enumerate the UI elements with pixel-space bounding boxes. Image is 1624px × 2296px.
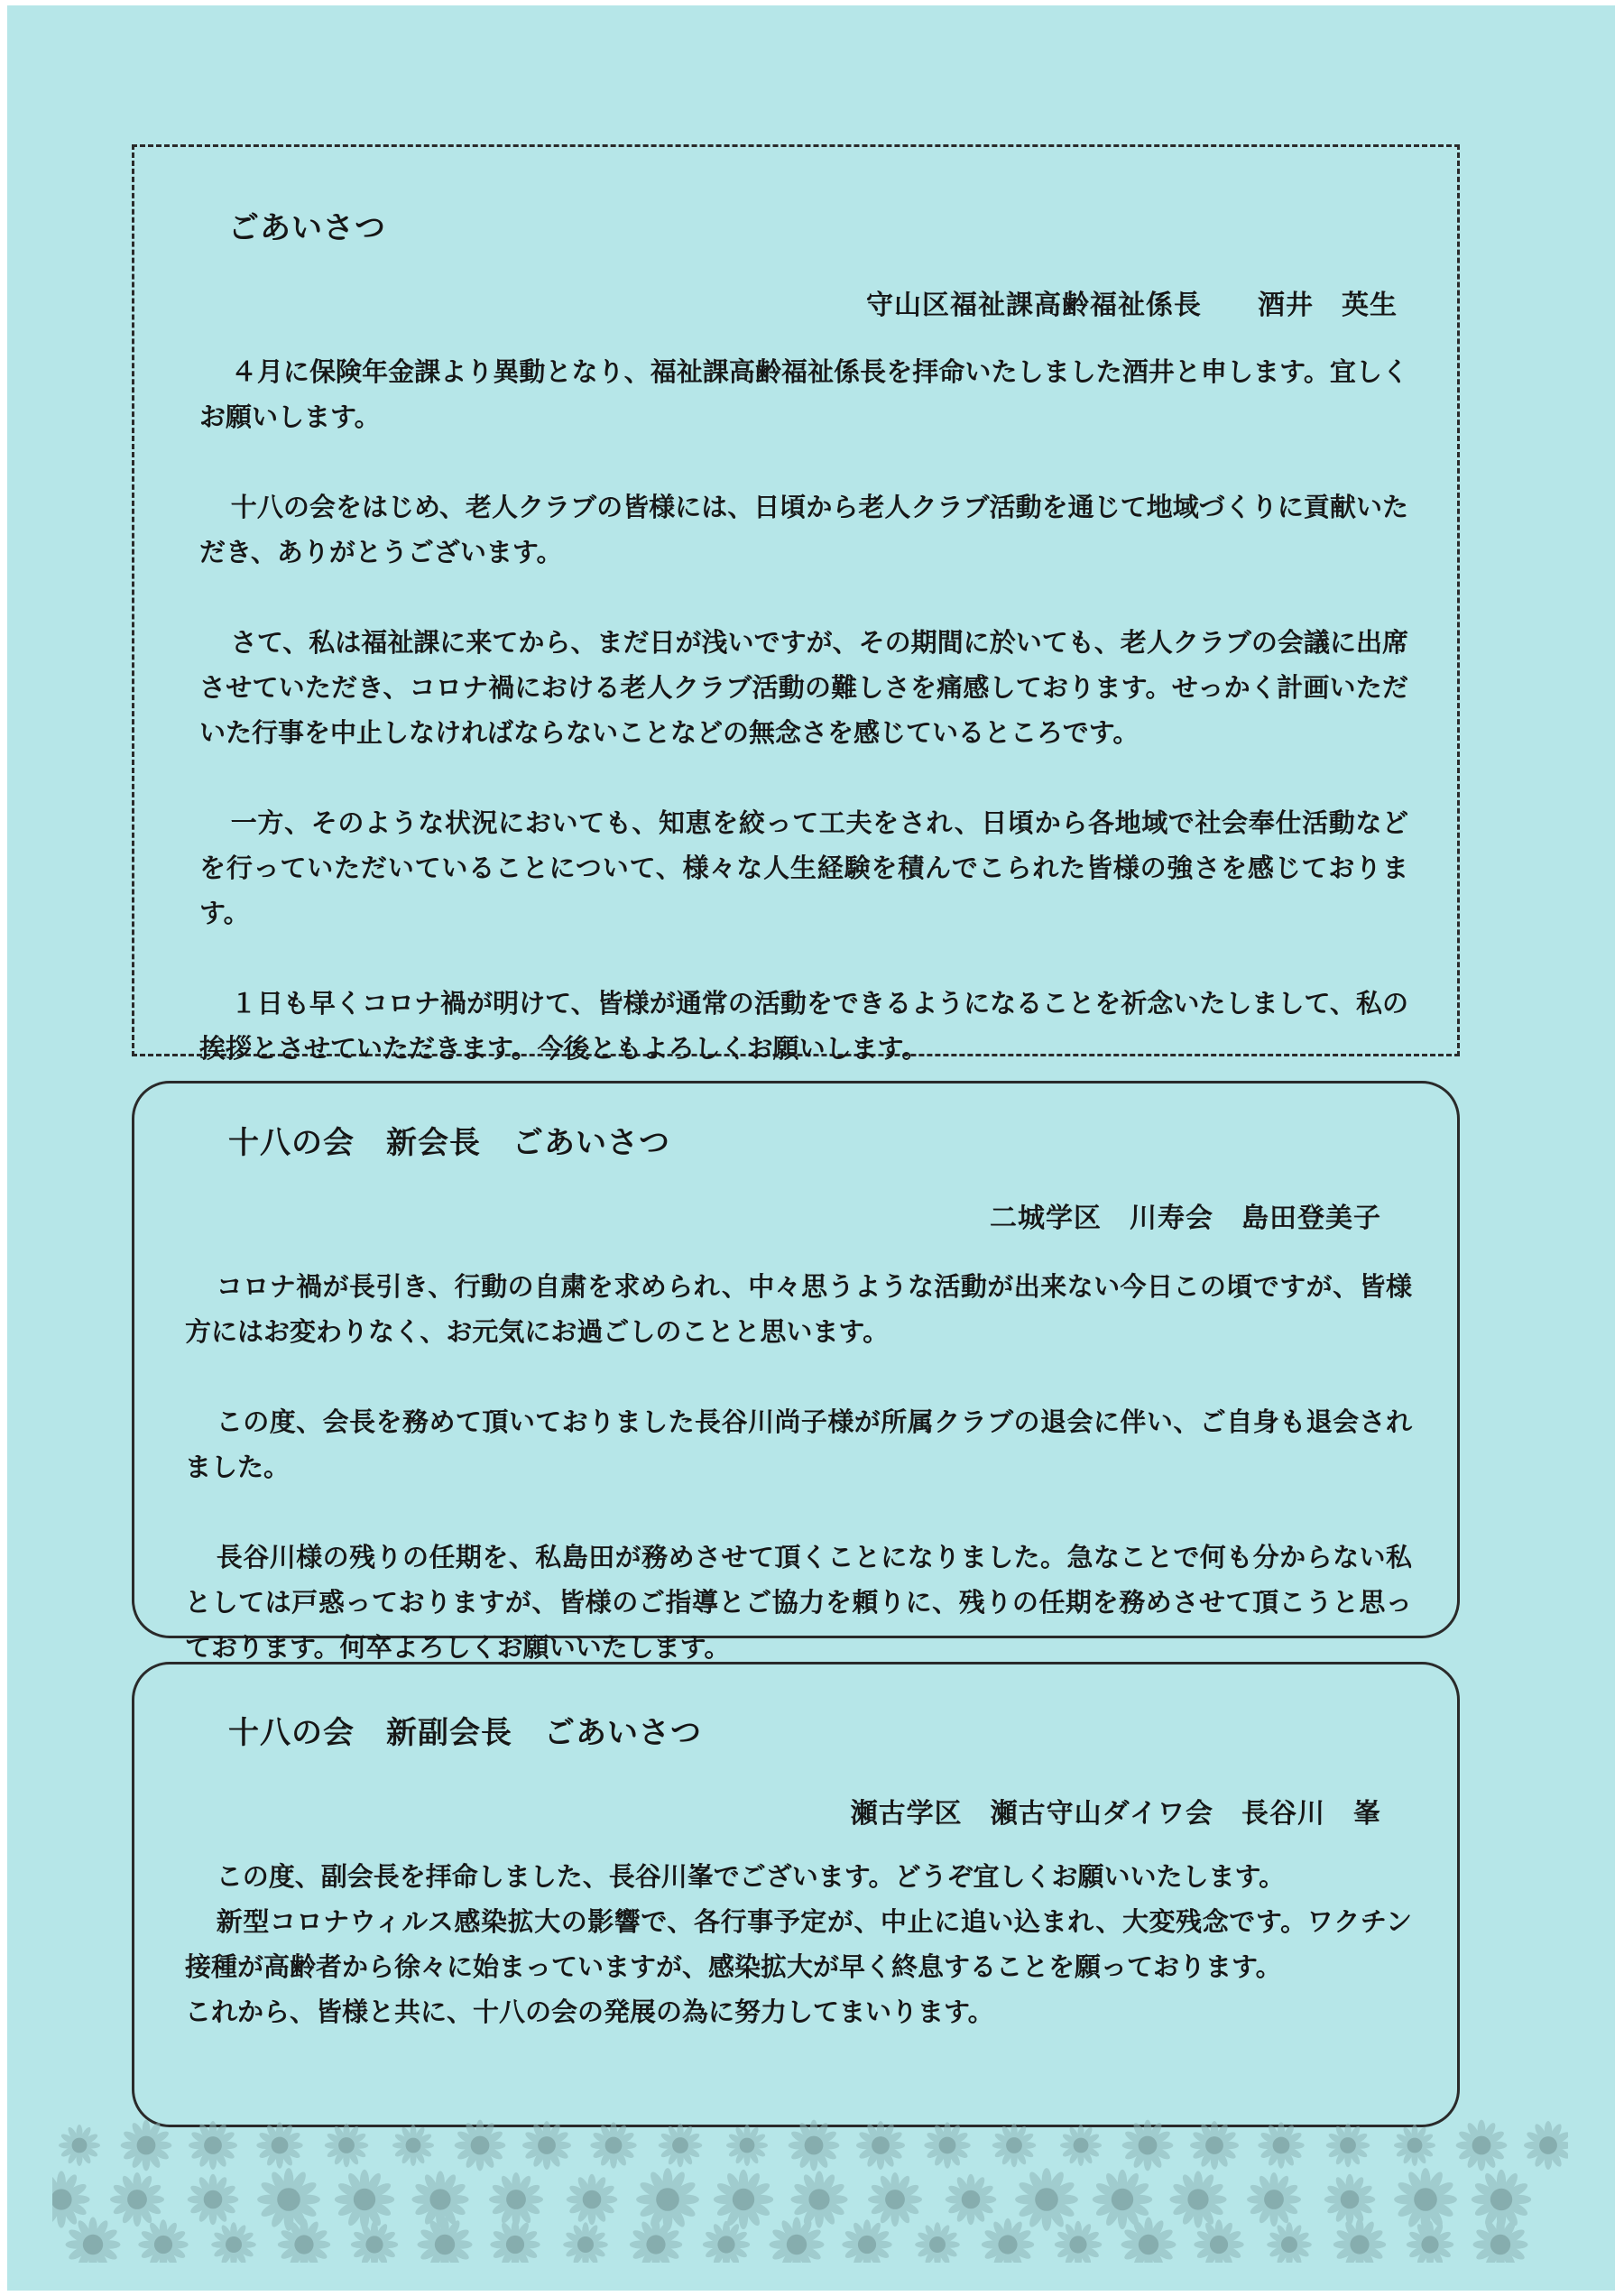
sunflower-icon	[1194, 2219, 1243, 2263]
sunflower-icon	[1267, 2222, 1312, 2263]
paragraph: この度、副会長を拝命しました、長谷川峯でございます。どうぞ宜しくお願いいたします。	[216, 1861, 1286, 1892]
newsletter-page	[7, 5, 1615, 2291]
sunflower-icon	[659, 2124, 703, 2168]
sunflower-icon	[563, 2222, 608, 2263]
paragraph: 長谷川様の残りの任期を、私島田が務めさせて頂くことになりました。急なことで何も分からない私としては戸惑っておりますが、皆様のご指導とご協力を頼りに、残りの任期を務めさせて頂こうと思っております。何卒よろしくお願いいたします。	[185, 1542, 1412, 1663]
sunflower-icon	[1473, 2218, 1528, 2264]
paragraph: １日も早くコロナ禍が明けて、皆様が通常の活動をできるようになることを祈念いたしまして、私の挨拶とさせていただきます。今後ともよろしくお願いします。	[199, 988, 1408, 1064]
sunflower-icon	[59, 2125, 100, 2166]
sunflower-icon	[490, 2219, 540, 2263]
paragraph: ４月に保険年金課より異動となり、福祉課高齢福祉係長を拝命いたしました酒井と申します。宜しくお願いします。	[199, 356, 1408, 432]
sunflower-icon	[257, 2168, 320, 2231]
author-line: 守山区福祉課高齢福祉係長 酒井 英生	[866, 290, 1398, 321]
sunflower-icon	[714, 2170, 773, 2229]
author-line: 二城学区 川寿会 島田登美子	[990, 1203, 1381, 1234]
paragraph: 一方、そのような状況においても、知恵を絞って工夫をされ、日頃から各地域で社会奉仕活動などを行っていただいていることについて、様々な人生経験を積んでこられた皆様の強さを感じております。	[199, 807, 1408, 928]
sunflower-icon	[636, 2168, 699, 2231]
sunflower-icon	[856, 2121, 905, 2170]
sunflower-icon	[1333, 2218, 1386, 2263]
sunflower-border-decoration	[52, 2091, 1568, 2263]
sunflower-icon	[946, 2174, 997, 2226]
sunflower-icon	[1394, 2168, 1457, 2231]
paragraph: これから、皆様と共に、十八の会の発展の為に努力してまいります。	[185, 1996, 994, 2027]
sunflower-icon	[1190, 2121, 1239, 2170]
sunflower-icon	[1015, 2168, 1078, 2231]
paragraph: 新型コロナウィルス感染拡大の影響で、各行事予定が、中止に追い込まれ、大変残念です。ワクチン接種が高齢者から徐々に始まっていますが、感染拡大が早く終息することを願っております。	[185, 1906, 1412, 1982]
section-body	[185, 1264, 1412, 1715]
sunflower-icon	[489, 2172, 543, 2227]
sunflower-icon	[789, 2120, 840, 2172]
sunflower-icon	[842, 2219, 891, 2263]
sunflower-icon	[138, 2219, 188, 2263]
sunflower-icon	[351, 2221, 398, 2263]
sunflower-icon	[52, 2171, 90, 2227]
sunflower-icon	[1121, 2218, 1176, 2264]
sunflower-icon	[1258, 2122, 1304, 2168]
section-body	[185, 1854, 1412, 2034]
sunflower-icon	[256, 2122, 302, 2168]
sunflower-icon	[325, 2124, 369, 2168]
section-heading: ごあいさつ	[228, 210, 386, 246]
sunflower-icon	[188, 2174, 239, 2226]
greeting-section-new-president	[132, 1081, 1460, 1663]
sunflower-icon	[868, 2172, 922, 2227]
paragraph: さて、私は福祉課に来てから、まだ日が浅いですが、その期間に於いても、老人クラブの会議に出席させていただき、コロナ禍における老人クラブ活動の難しさを痛感しております。せっかく計画いただいた行事を中止しなければならないことなどの無念さを感じているところです。	[199, 627, 1408, 748]
sunflower-icon	[982, 2218, 1034, 2263]
sunflower-icon	[189, 2121, 237, 2170]
paragraph: コロナ禍が長引き、行動の自粛を求められ、中々思うような活動が出来ない今日この頃ですが、皆様方にはお変わりなく、お元気にお過ごしのことと思います。	[185, 1271, 1412, 1347]
greeting-section-new-vice-president	[132, 1662, 1460, 2127]
sunflower-icon	[1055, 2221, 1102, 2263]
sunflower-icon	[417, 2218, 472, 2264]
sunflower-icon	[522, 2121, 571, 2170]
section-body	[199, 349, 1408, 1116]
sunflower-icon	[1060, 2125, 1102, 2166]
sunflower-icon	[1524, 2121, 1568, 2170]
sunflower-icon	[335, 2170, 394, 2229]
paragraph: この度、会長を務めて頂いておりました長谷川尚子様が所属クラブの退会に伴い、ご自身も退会されました。	[185, 1406, 1412, 1482]
sunflower-icon	[110, 2172, 164, 2227]
sunflower-icon	[211, 2222, 256, 2263]
sunflower-icon	[1394, 2125, 1435, 2166]
sunflower-icon	[992, 2124, 1037, 2168]
sunflower-icon	[392, 2125, 434, 2166]
sunflower-icon	[411, 2171, 468, 2227]
section-heading: 十八の会 新副会長 ごあいさつ	[228, 1715, 702, 1751]
author-line: 瀬古学区 瀬古守山ダイワ会 長谷川 峯	[850, 1798, 1381, 1830]
sunflower-icon	[1326, 2124, 1370, 2168]
sunflower-icons	[52, 2120, 1568, 2263]
sunflower-icon	[924, 2122, 970, 2168]
sunflower-icon	[1324, 2174, 1376, 2226]
sunflower-icon	[1093, 2170, 1152, 2229]
sunflower-icon	[1247, 2172, 1301, 2227]
sunflower-icon	[630, 2218, 682, 2263]
greeting-section-welfare-chief	[132, 144, 1460, 1064]
paragraph: 十八の会をはじめ、老人クラブの皆様には、日頃から老人クラブ活動を通じて地域づくりに貢献いただき、ありがとうございます。	[199, 492, 1408, 567]
sunflower-icon	[726, 2125, 768, 2166]
sunflower-icon	[567, 2174, 618, 2226]
sunflower-icon	[121, 2120, 172, 2172]
sunflower-icon	[1169, 2171, 1226, 2227]
sunflower-icon	[590, 2122, 636, 2168]
sunflower-icon	[1456, 2120, 1508, 2172]
sunflower-icon	[455, 2120, 506, 2172]
sunflower-icon	[915, 2222, 960, 2263]
sunflower-icon	[1122, 2120, 1174, 2172]
section-heading: 十八の会 新会長 ごあいさつ	[228, 1125, 670, 1161]
sunflower-icon	[1407, 2221, 1453, 2263]
